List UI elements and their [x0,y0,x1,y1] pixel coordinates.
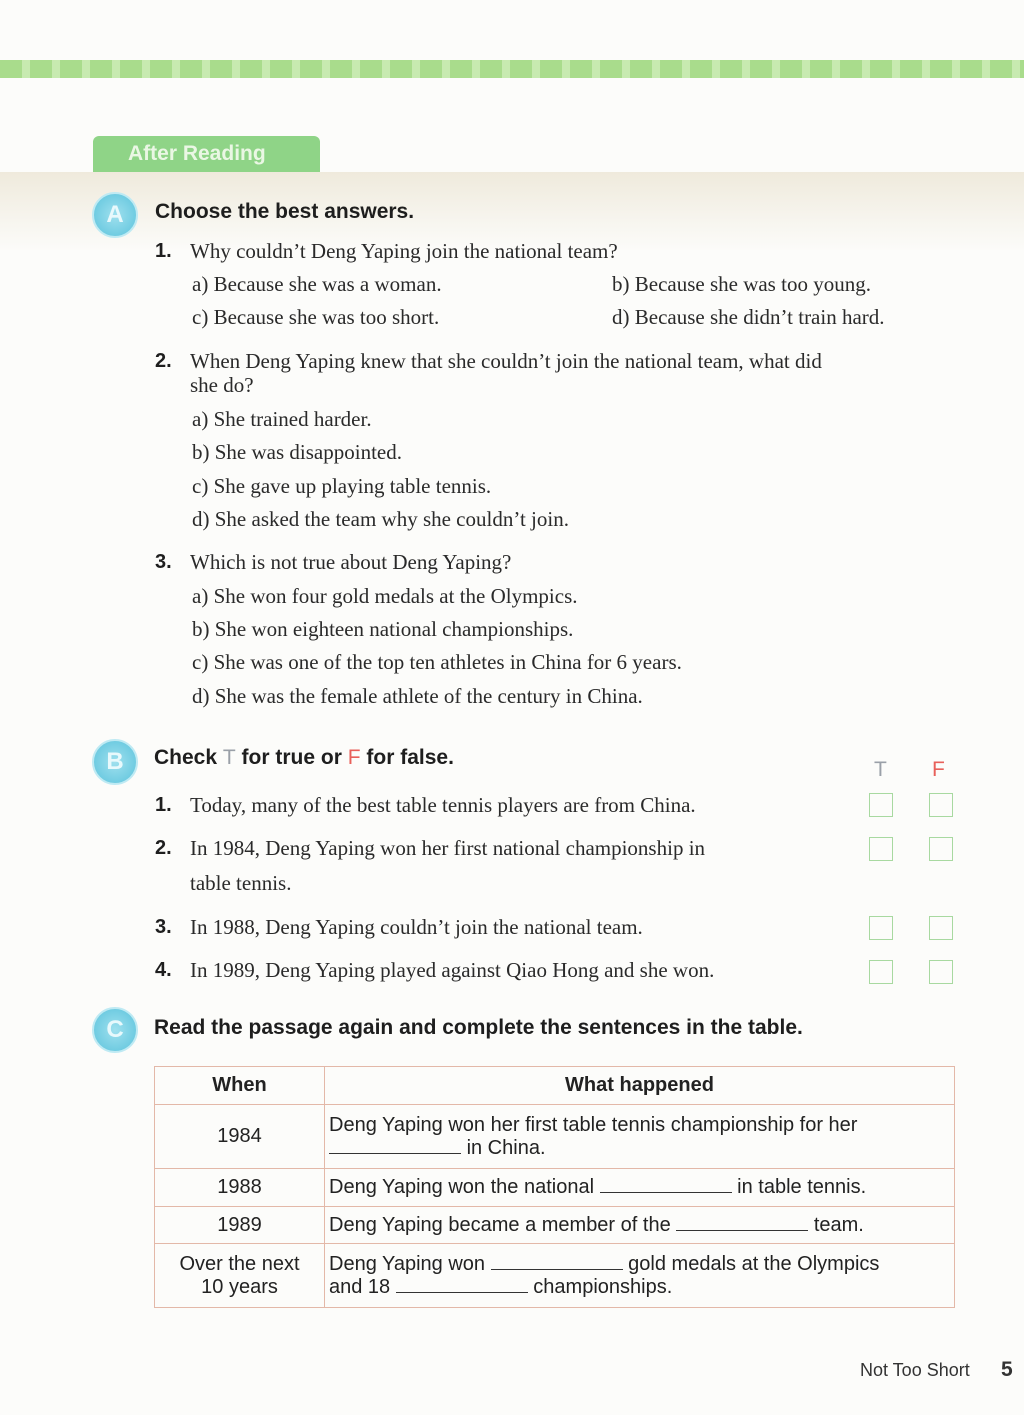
true-checkbox[interactable] [869,837,893,861]
blank-field[interactable] [676,1214,808,1231]
q3-text: Which is not true about Deng Yaping? [190,550,512,574]
true-column-label: T [874,758,887,781]
what-cell [325,1105,955,1169]
q1-option-c[interactable]: c) Because she was too short. [192,305,440,329]
q1-option-d[interactable]: d) Because she didn’t train hard. [612,305,885,329]
q1-option-b[interactable]: b) Because she was too young. [612,272,871,296]
f-letter: F [347,746,361,769]
statement-text: In 1988, Deng Yaping couldn’t join the national team. [190,915,643,939]
cell-text: in table tennis. [737,1176,867,1198]
true-checkbox[interactable] [869,793,893,817]
statement-number: 3. [155,916,172,938]
blank-field[interactable] [600,1176,732,1193]
q3-option-a[interactable]: a) She won four gold medals at the Olympics. [192,584,578,608]
what-cell [325,1244,955,1308]
section-b-badge: B [92,739,138,785]
heading-text: Check [154,746,223,769]
true-checkbox[interactable] [869,960,893,984]
q2-option-a[interactable]: a) She trained harder. [192,407,372,431]
false-checkbox[interactable] [929,916,953,940]
section-b-heading [154,746,454,770]
false-checkbox[interactable] [929,793,953,817]
blank-field[interactable] [491,1253,623,1270]
q2-number: 2. [155,350,172,372]
cell-text: Over the next [179,1252,300,1275]
blank-field[interactable] [329,1137,461,1154]
q2-option-c[interactable]: c) She gave up playing table tennis. [192,474,492,498]
cell-text: Deng Yaping became a member of the [329,1213,671,1236]
false-checkbox[interactable] [929,960,953,984]
statement-text: Today, many of the best table tennis players are from China. [190,793,696,817]
q3-option-c[interactable]: c) She was one of the top ten athletes in China for 6 years. [192,650,682,674]
true-checkbox[interactable] [869,916,893,940]
header-when: When [155,1067,325,1105]
cell-text: team. [813,1213,864,1236]
header-what-happened: What happened [325,1067,955,1105]
statement-text-cont: table tennis. [190,871,292,895]
statement-text: In 1984, Deng Yaping won her first national championship in [190,836,706,860]
cell-text: Deng Yaping won the national [329,1176,595,1198]
q3-option-b[interactable]: b) She won eighteen national championships. [192,617,574,641]
when-cell: 1984 [155,1105,325,1169]
footer-unit-title: Not Too Short [860,1360,970,1380]
cell-text: gold medals at the Olympics [628,1252,880,1275]
decorative-stripe [0,60,1024,78]
cell-text: Deng Yaping won [329,1252,486,1275]
q2-option-d[interactable]: d) She asked the team why she couldn’t join. [192,507,569,531]
table-row [155,1244,955,1308]
q2-text-cont: she do? [190,373,254,397]
statement-number: 4. [155,959,172,981]
heading-text: for false. [360,746,454,769]
statement-number: 2. [155,837,172,859]
cell-text: Deng Yaping won her first table tennis championship for her [329,1113,858,1136]
false-column-label: F [932,758,945,781]
cell-text: championships. [533,1275,673,1298]
q1-option-a[interactable]: a) Because she was a woman. [192,272,442,296]
section-a-badge: A [92,192,138,238]
q1-text: Why couldn’t Deng Yaping join the national team? [190,239,618,263]
q1-number: 1. [155,240,172,262]
what-cell [325,1169,955,1207]
when-cell: 1989 [155,1207,325,1244]
table-row [155,1169,955,1207]
q3-option-d[interactable]: d) She was the female athlete of the century in China. [192,684,643,708]
t-letter: T [222,746,236,769]
when-cell: 1988 [155,1169,325,1207]
q2-text: When Deng Yaping knew that she couldn’t join the national team, what did [190,349,822,373]
q2-option-b[interactable]: b) She was disappointed. [192,440,402,464]
cell-text: and 18 [329,1275,391,1298]
section-a-heading: Choose the best answers. [155,200,415,223]
what-cell [325,1207,955,1244]
section-c-heading: Read the passage again and complete the sentences in the table. [154,1016,803,1039]
after-reading-tab: After Reading [93,136,320,172]
table-row [155,1207,955,1244]
blank-field[interactable] [396,1276,528,1293]
table-header-row [155,1067,955,1105]
q3-number: 3. [155,551,172,573]
page-number: 5 [1001,1358,1013,1381]
statement-number: 1. [155,794,172,816]
cell-text: 10 years [201,1275,278,1298]
section-c-badge: C [92,1007,138,1053]
when-cell [155,1244,325,1308]
table-row [155,1105,955,1169]
heading-text: for true or [235,746,348,769]
statement-text: In 1989, Deng Yaping played against Qiao Hong and she won. [190,958,715,982]
false-checkbox[interactable] [929,837,953,861]
completion-table [154,1066,955,1308]
cell-text: in China. [466,1136,546,1159]
